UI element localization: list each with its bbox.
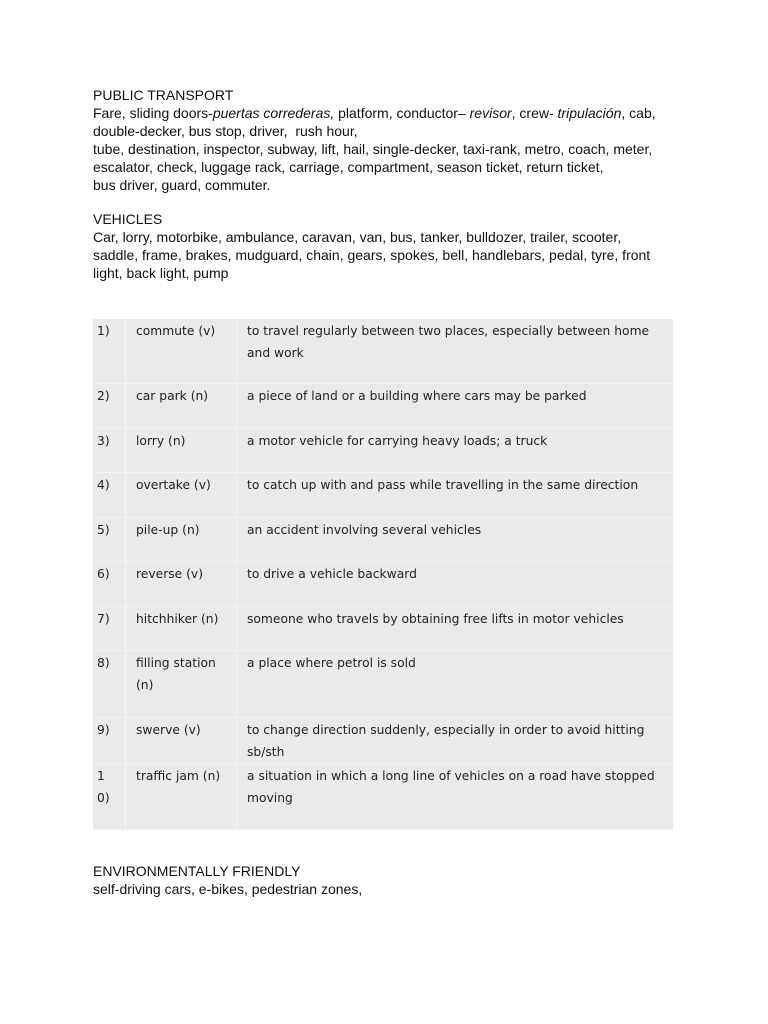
row-number-text: 8): [97, 655, 110, 670]
row-number: [93, 606, 126, 650]
table-row: [93, 319, 673, 383]
row-number: [93, 517, 126, 561]
vehicles-heading: VEHICLES: [93, 211, 163, 227]
definition-cell: [237, 606, 674, 650]
term-cell-text: lorry (n): [136, 433, 186, 448]
public-transport-line-3: tube, destination, inspector, subway, lift, hail, single-decker, taxi-rank, metro, coach, meter,: [93, 141, 653, 157]
section-spacer: [93, 194, 683, 210]
term-cell: [126, 561, 237, 606]
pt-italic: puertas correderas,: [212, 105, 335, 121]
pt-text: Fare, sliding doors-: [93, 105, 213, 121]
vehicles-line-3: light, back light, pump: [93, 265, 229, 281]
term-cell: [126, 763, 237, 829]
term-cell-text: traffic jam (n): [136, 768, 221, 783]
row-number: [93, 717, 126, 763]
row-number: [93, 383, 126, 428]
term-cell: [126, 319, 237, 383]
public-transport-line-4: escalator, check, luggage rack, carriage, compartment, season ticket, return ticket,: [93, 159, 604, 175]
vocabulary-table-body: [93, 319, 673, 829]
table-row: [93, 383, 673, 428]
definition-cell: [237, 763, 674, 829]
table-row: [93, 517, 673, 561]
row-number-text: 3): [97, 433, 110, 448]
table-row: [93, 561, 673, 606]
definition-cell-text: an accident involving several vehicles: [247, 522, 482, 537]
pt-italic: revisor: [469, 105, 512, 121]
row-number-text: 6): [97, 566, 110, 581]
term-cell: [126, 383, 237, 428]
definition-cell-text: to travel regularly between two places, especially between home and work: [247, 324, 650, 360]
row-number: [93, 650, 126, 717]
environment-section: [93, 862, 683, 898]
term-cell: [126, 428, 237, 472]
pt-text: , cab,: [621, 105, 656, 121]
table-row: [93, 650, 673, 717]
term-cell-text: reverse (v): [136, 566, 204, 581]
definition-cell-text: someone who travels by obtaining free lifts in motor vehicles: [247, 611, 624, 626]
term-cell: [126, 650, 237, 717]
row-number: [93, 472, 126, 517]
table-row: [93, 717, 673, 763]
environment-heading: ENVIRONMENTALLY FRIENDLY: [93, 863, 301, 879]
row-number-text: 9): [97, 722, 110, 737]
pt-text: , crew-: [511, 105, 558, 121]
public-transport-line-1: [93, 104, 683, 122]
public-transport-heading: PUBLIC TRANSPORT: [93, 87, 234, 103]
public-transport-line-2: double-decker, bus stop, driver, rush hour,: [93, 123, 358, 139]
term-cell: [126, 717, 237, 763]
definition-cell-text: to catch up with and pass while travelling in the same direction: [247, 477, 639, 492]
term-cell-text: overtake (v): [136, 477, 211, 492]
table-row: [93, 472, 673, 517]
term-cell-text: filling station (n): [136, 655, 216, 692]
definition-cell: [237, 517, 674, 561]
pt-italic: tripulación: [557, 105, 622, 121]
environment-line-1: self-driving cars, e-bikes, pedestrian zones,: [93, 881, 363, 897]
vocabulary-table: [93, 319, 673, 830]
definition-cell: [237, 428, 674, 472]
table-row: [93, 428, 673, 472]
definition-cell-text: to change direction suddenly, especially in order to avoid hitting sb/sth: [247, 722, 645, 759]
public-transport-line-5: bus driver, guard, commuter.: [93, 177, 271, 193]
term-cell-text: car park (n): [136, 388, 209, 403]
row-number-text: 7): [97, 611, 110, 626]
definition-cell: [237, 383, 674, 428]
term-cell-text: hitchhiker (n): [136, 611, 219, 626]
row-number-text: 2): [97, 388, 110, 403]
definition-cell: [237, 472, 674, 517]
term-cell-text: pile-up (n): [136, 522, 200, 537]
definition-cell-text: a piece of land or a building where cars may be parked: [247, 388, 587, 403]
term-cell: [126, 517, 237, 561]
table-row: [93, 606, 673, 650]
definition-cell-text: to drive a vehicle backward: [247, 566, 417, 581]
definition-cell: [237, 319, 674, 383]
definition-cell-text: a motor vehicle for carrying heavy loads; a truck: [247, 433, 548, 448]
vehicles-line-2: saddle, frame, brakes, mudguard, chain, gears, spokes, bell, handlebars, pedal, tyre, front: [93, 247, 651, 263]
definition-cell-text: a situation in which a long line of vehicles on a road have stopped moving: [247, 768, 655, 805]
row-number: [93, 561, 126, 606]
row-number: [93, 319, 126, 383]
term-cell: [126, 606, 237, 650]
pt-text: platform, conductor–: [334, 105, 470, 121]
term-cell: [126, 472, 237, 517]
row-number-text: 10): [97, 768, 110, 805]
row-number-text: 4): [97, 477, 110, 492]
row-number: [93, 763, 126, 829]
vehicles-line-1: Car, lorry, motorbike, ambulance, caravan, van, bus, tanker, bulldozer, trailer, scooter,: [93, 229, 622, 245]
definition-cell: [237, 561, 674, 606]
table-row: [93, 763, 673, 829]
row-number-text: 1): [97, 324, 110, 338]
row-number: [93, 428, 126, 472]
term-cell-text: swerve (v): [136, 722, 201, 737]
term-cell-text: commute (v): [136, 324, 216, 338]
document-body: [93, 86, 683, 282]
row-number-text: 5): [97, 522, 110, 537]
definition-cell: [237, 650, 674, 717]
definition-cell: [237, 717, 674, 763]
definition-cell-text: a place where petrol is sold: [247, 655, 416, 670]
